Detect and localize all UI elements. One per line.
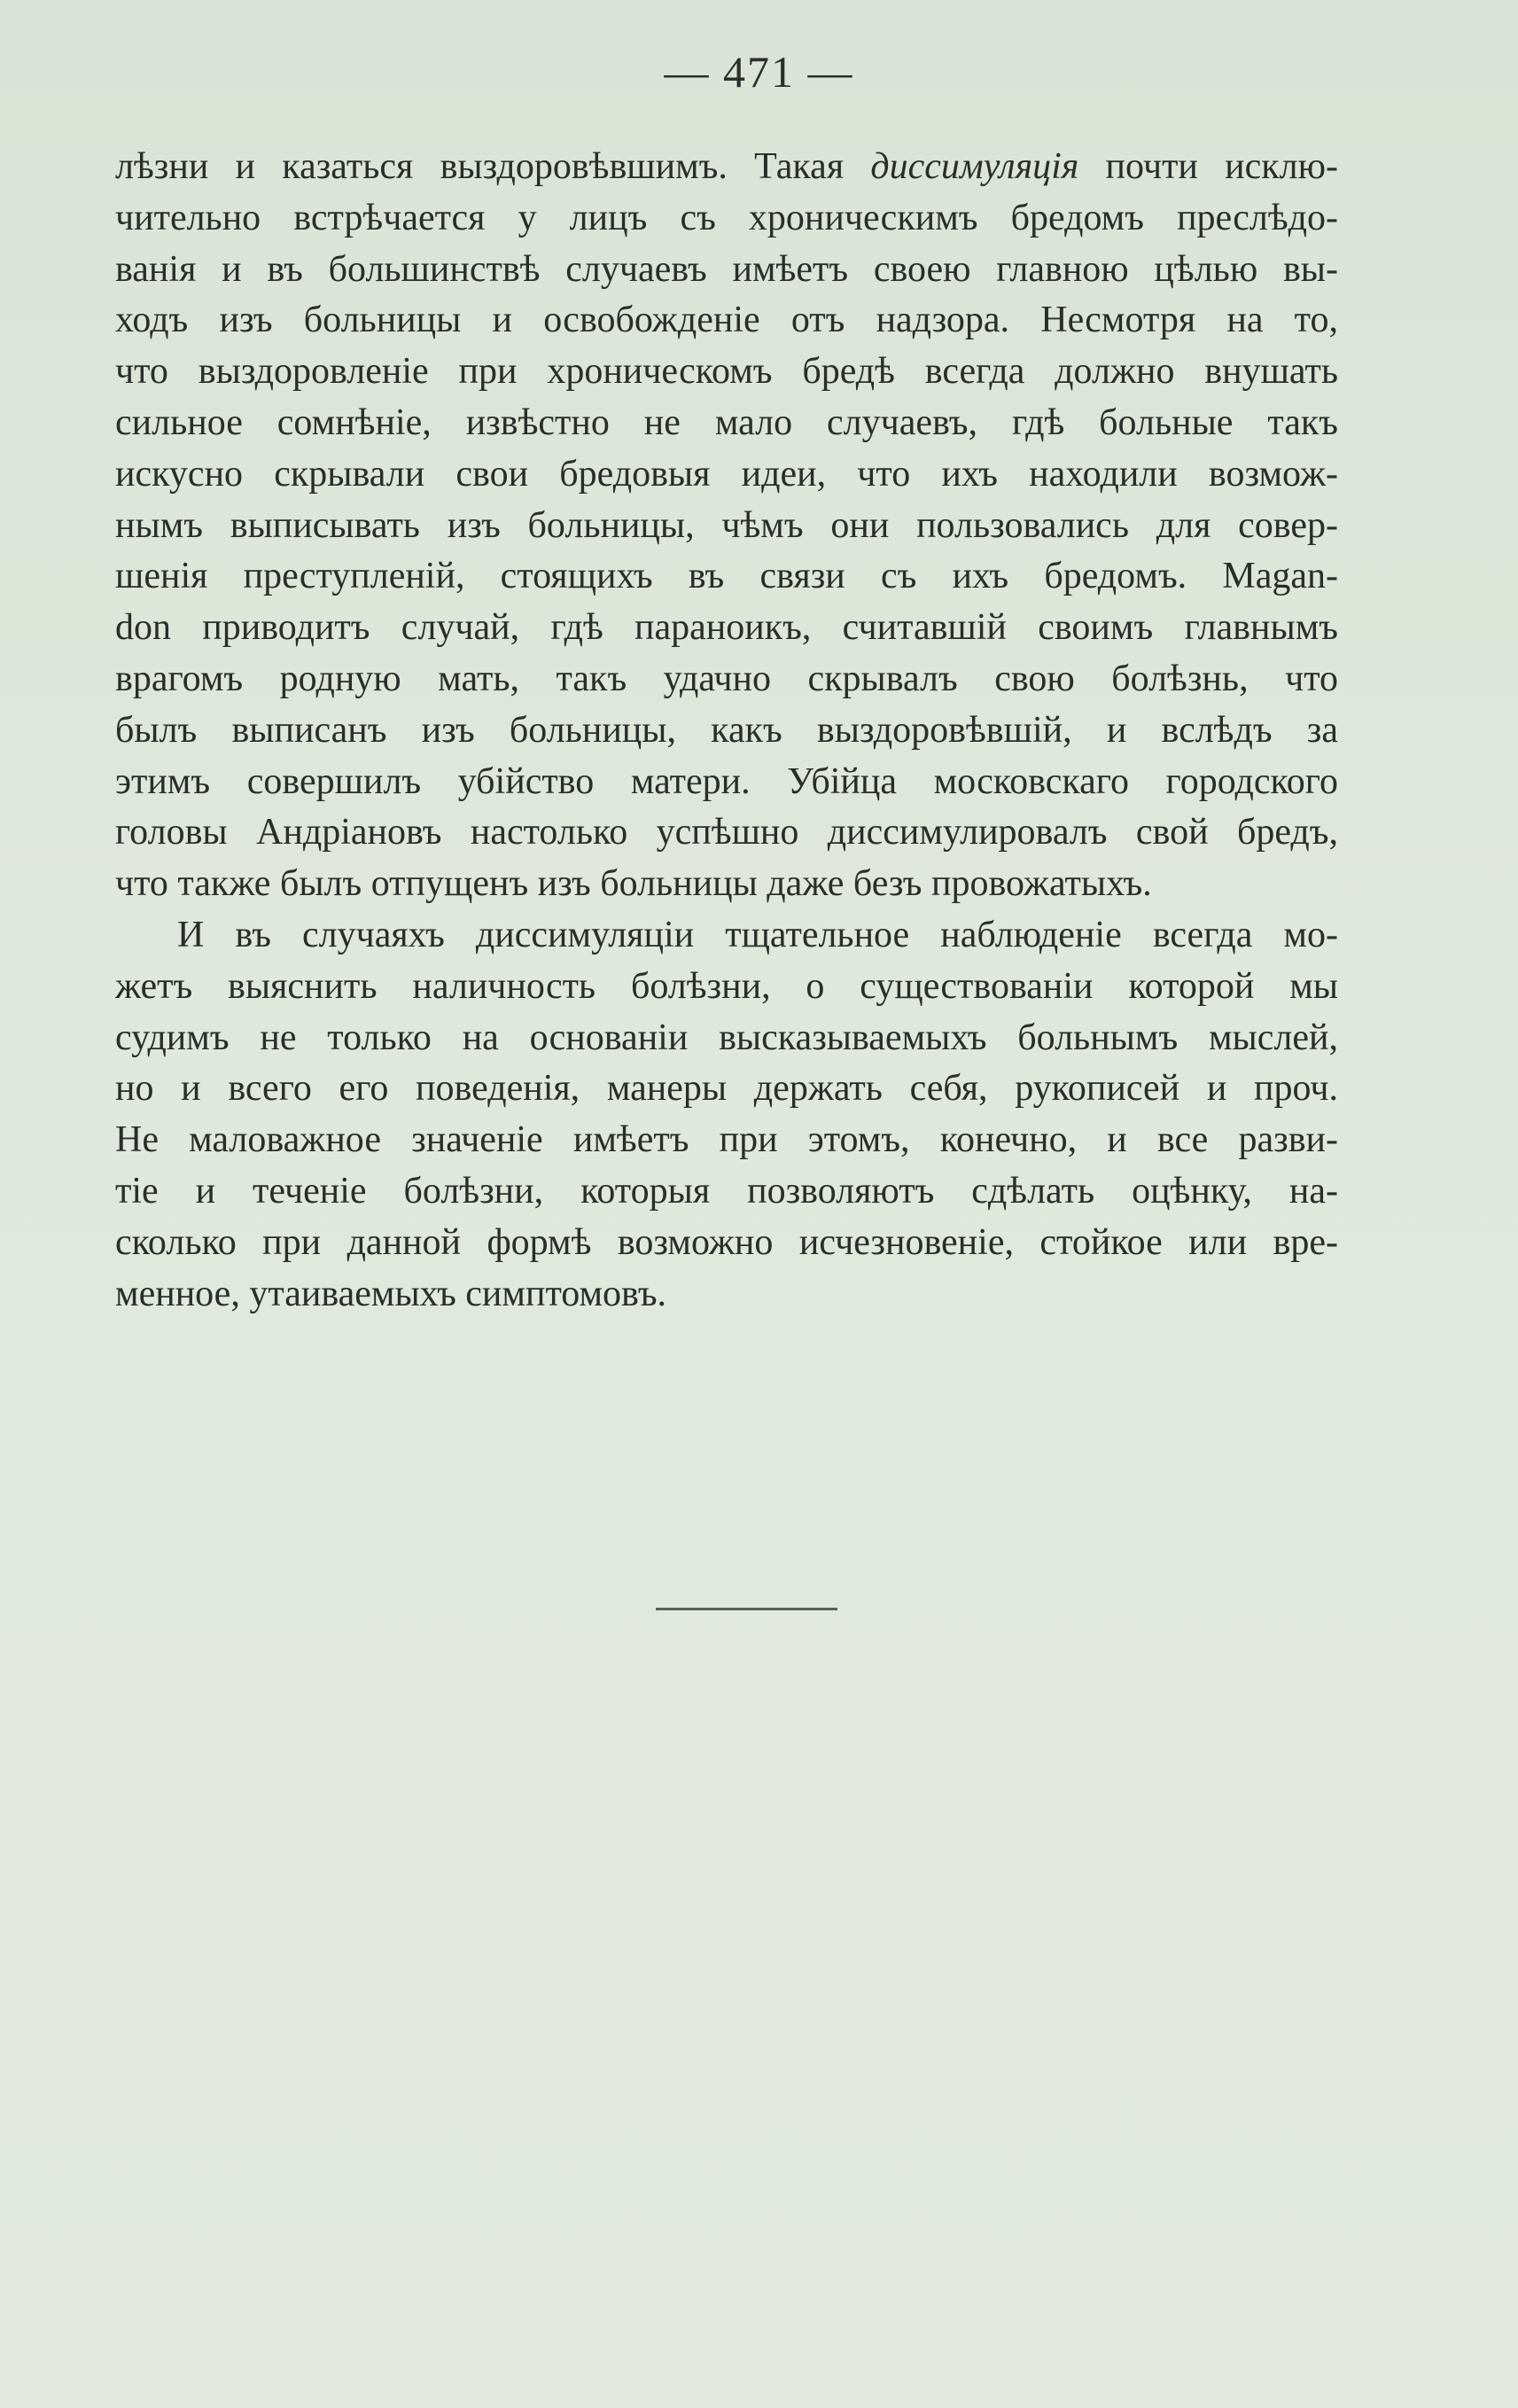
- text-line: ходъ изъ больницы и освобожденіе отъ надзора. Несмотря на то,: [115, 300, 1338, 341]
- text-line: don приводитъ случай, гдѣ параноикъ, считавшій своимъ главнымъ: [115, 607, 1338, 649]
- text-line: сильное сомнѣніе, извѣстно не мало случаевъ, гдѣ больные такъ: [115, 401, 1338, 443]
- text-line: чительно встрѣчается у лицъ съ хроническимъ бредомъ преслѣдо-: [115, 197, 1338, 238]
- text-line: что выздоровленіе при хроническомъ бредѣ всегда должно внушать: [115, 351, 1338, 393]
- page-number: — 471 —: [664, 47, 854, 97]
- text-line: былъ выписанъ изъ больницы, какъ выздоровѣвшій, и вслѣдъ за: [115, 709, 1338, 751]
- paragraph-1: [115, 142, 1338, 910]
- text-line: жетъ выяснить наличность болѣзни, о существованіи которой мы: [115, 965, 1338, 1007]
- text-line: ванія и въ большинствѣ случаевъ имѣетъ своею главною цѣлью вы-: [115, 248, 1338, 290]
- text-line: сколько при данной формѣ возможно исчезновеніе, стойкое или вре-: [115, 1221, 1338, 1263]
- section-end-rule: [656, 1608, 837, 1610]
- text-line: лѣзни и казаться выздоровѣвшимъ. Такая диссимуляція почти исклю-: [115, 146, 1338, 187]
- emphasis-term: диссимуляція: [870, 146, 1079, 187]
- text-line: но и всего его поведенія, манеры держать себя, рукописей и проч.: [115, 1068, 1338, 1110]
- text-line: шенія преступленій, стоящихъ въ связи съ ихъ бредомъ. Magan-: [115, 556, 1338, 597]
- text-line: нымъ выписывать изъ больницы, чѣмъ они пользовались для совер-: [115, 504, 1338, 546]
- text-line: что также былъ отпущенъ изъ больницы даже безъ провожатыхъ.: [115, 863, 1152, 905]
- text-line: врагомъ родную мать, такъ удачно скрывалъ свою болѣзнь, что: [115, 658, 1338, 699]
- text-line: этимъ совершилъ убійство матери. Убійца московскаго городского: [115, 760, 1338, 802]
- body-text: [115, 142, 1338, 1320]
- text-line: головы Андріановъ настолько успѣшно диссимулировалъ свой бредъ,: [115, 812, 1338, 853]
- text-line: тіе и теченіе болѣзни, которыя позволяютъ сдѣлать оцѣнку, на-: [115, 1170, 1338, 1212]
- paragraph-2: [115, 910, 1338, 1320]
- text-line: менное, утаиваемыхъ симптомовъ.: [115, 1273, 667, 1314]
- text-line: И въ случаяхъ диссимуляціи тщательное наблюденіе всегда мо-: [177, 914, 1338, 955]
- text-line: Не маловажное значеніе имѣетъ при этомъ, конечно, и все разви-: [115, 1119, 1338, 1161]
- text-line: искусно скрывали свои бредовыя идеи, что ихъ находили возмож-: [115, 453, 1338, 495]
- text-line: судимъ не только на основаніи высказываемыхъ больнымъ мыслей,: [115, 1017, 1338, 1058]
